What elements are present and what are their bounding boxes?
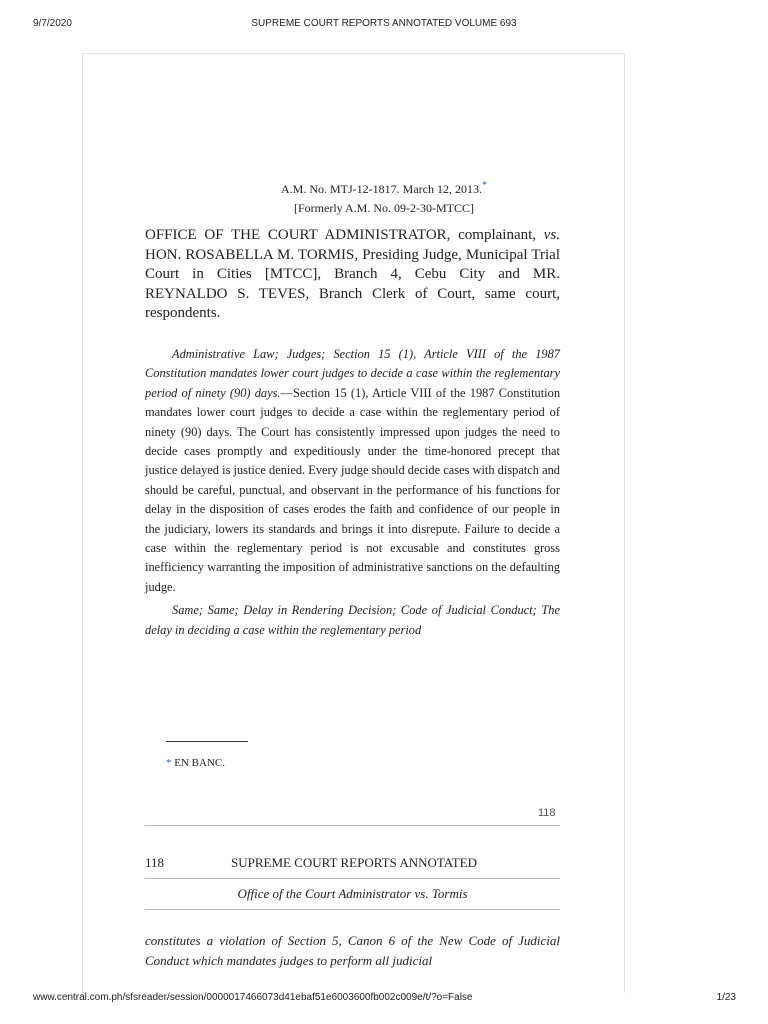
syllabus xyxy=(145,345,560,640)
case-parties xyxy=(145,226,560,324)
footer-page-count: 1/23 xyxy=(716,992,736,1003)
subhead-divider xyxy=(145,909,560,910)
running-head-divider xyxy=(145,878,560,879)
syllabus-body: —Section 15 (1), Article VIII of the 1987 Constitution mandates lower court judges to decide a case within the reglementary period of ninety (90) days. The Court has consistently impressed upon judges the need to decide cases promptly and expeditiously under the time-honored precept that justice delayed is justice denied. Every judge should decide cases with dispatch and should be careful, punctual, and observant in the performance of his functions for delay in the disposition of cases erodes the faith and confidence of our people in the judiciary, lowers its standards and brings it into disrepute. Failure to decide a case within the reglementary period is not excusable and constitutes gross inefficiency warranting the imposition of administrative sanctions on the defaulting judge. xyxy=(145,385,561,594)
case-subhead: Office of the Court Administrator vs. Tormis xyxy=(237,886,468,901)
case-number-text: A.M. No. MTJ-12-1817. March 12, 2013. xyxy=(281,182,482,196)
running-head-title: SUPREME COURT REPORTS ANNOTATED xyxy=(231,855,477,870)
syllabus-paragraph xyxy=(145,601,560,640)
parties-part-2: HON. ROSABELLA M. TORMIS, Presiding Judge, Municipal Trial Court in Cities [MTCC], Branch 4, Cebu City and MR. REYNALDO S. TEVES, Branch Clerk of Court, same court, respondents. xyxy=(145,246,560,321)
footnote-divider xyxy=(166,741,248,742)
print-header-title: SUPREME COURT REPORTS ANNOTATED VOLUME 693 xyxy=(251,18,517,29)
formerly-case-number: [Formerly A.M. No. 09-2-30-MTCC] xyxy=(294,201,474,215)
case-footnote-marker[interactable]: * xyxy=(481,180,487,191)
footer-url: www.central.com.ph/sfsreader/session/0000017466073d41ebaf51e6003600fb002c009e/t/?o=False xyxy=(33,992,473,1003)
footnote xyxy=(166,757,225,769)
syllabus-paragraph xyxy=(145,345,560,597)
footnote-marker: * xyxy=(166,757,172,769)
parties-vs: vs. xyxy=(543,227,560,243)
syllabus-keywords: Same; Same; Delay in Rendering Decision; Code of Judicial Conduct; The delay in deciding a case within the reglementary period xyxy=(145,603,560,637)
case-number xyxy=(0,180,768,197)
footnote-text: EN BANC. xyxy=(171,757,225,769)
print-date: 9/7/2020 xyxy=(33,18,72,29)
syllabus-keywords: Administrative Law; Judges; Section 15 (1), Article VIII of the 1987 Constitution mandates lower court judges to decide a case within the reglementary period of ninety (90) days. xyxy=(145,347,560,400)
page-number: 118 xyxy=(538,807,556,819)
page-break-divider xyxy=(145,825,560,826)
running-head-page-number: 118 xyxy=(145,855,165,870)
parties-part-1: OFFICE OF THE COURT ADMINISTRATOR, complainant, xyxy=(145,227,544,243)
continuation-text: constitutes a violation of Section 5, Canon 6 of the New Code of Judicial Conduct which mandates judges to perform all judicial xyxy=(145,933,560,968)
